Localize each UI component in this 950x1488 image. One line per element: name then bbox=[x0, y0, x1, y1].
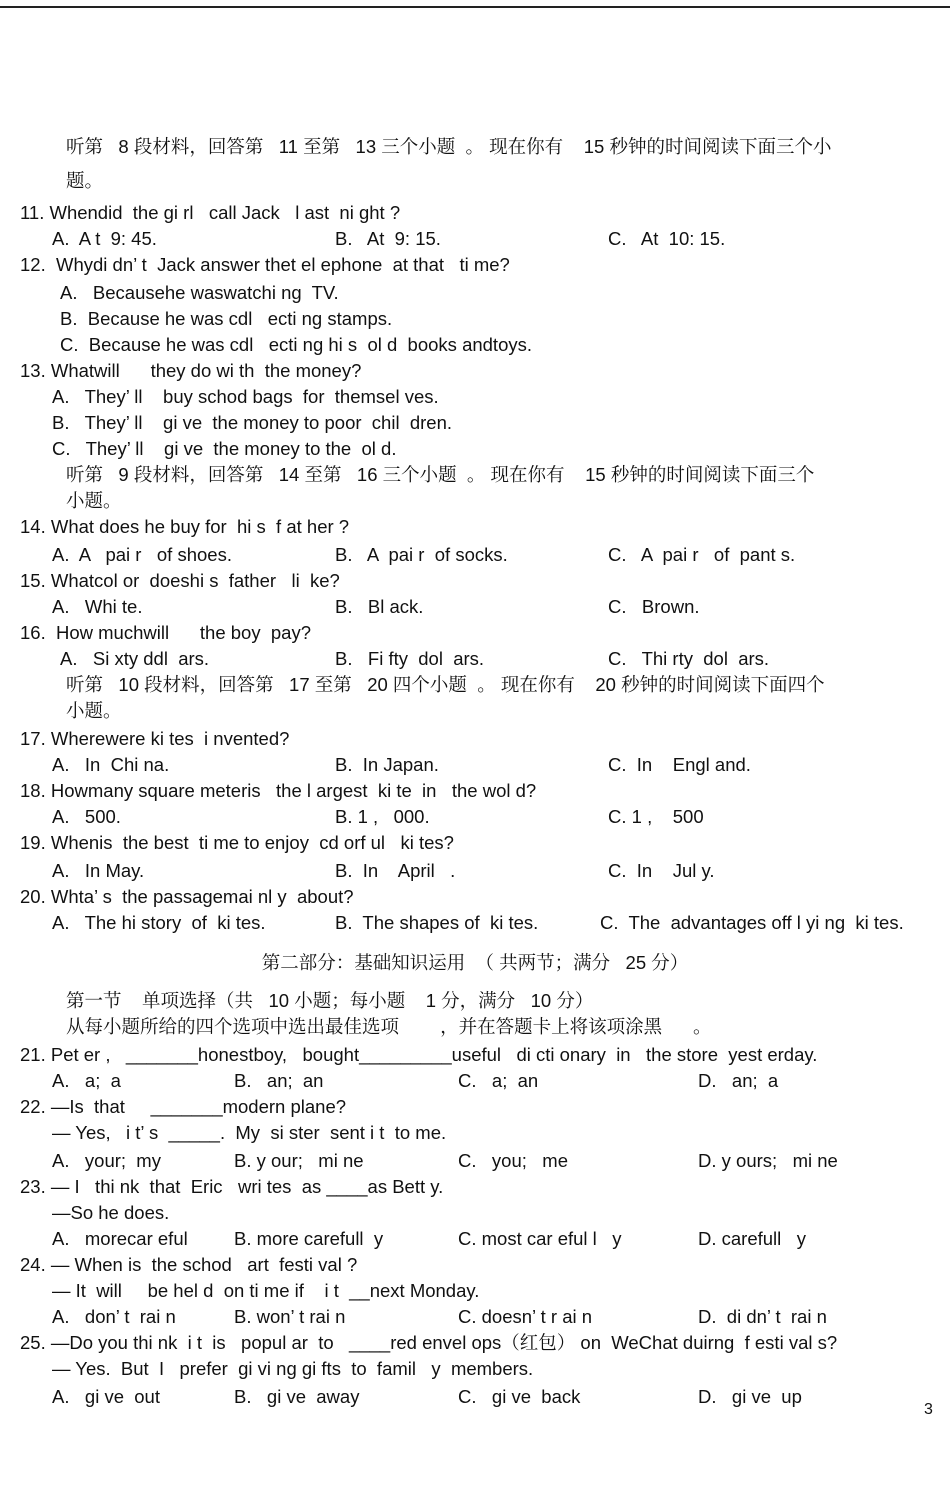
section-heading: 第一节 单项选择（共 10 小题；每小题 1 分，满分 10 分） bbox=[66, 990, 594, 1011]
option-b: B. In April . bbox=[335, 860, 456, 881]
option-a: A. morecar eful bbox=[52, 1228, 188, 1249]
dialogue-line: — It will be hel d on ti me if i t __next Monday. bbox=[52, 1280, 480, 1301]
question-stem: 25. —Do you thi nk i t is popul ar to ____red envel ops（红包） on WeChat duirng f esti val s? bbox=[20, 1332, 838, 1353]
option-a: A. don’ t rai n bbox=[52, 1306, 176, 1327]
question-stem: 13. Whatwill they do wi th the money? bbox=[20, 360, 362, 381]
section-intro-line: 听第 9 段材料，回答第 14 至第 16 三个小题 。 现在你有 15 秒钟的时间阅读下面三个 bbox=[66, 464, 815, 485]
option-b: B. 1 , 000. bbox=[335, 806, 430, 827]
dialogue-line: — Yes, i t’ s _____. My si ster sent i t to me. bbox=[52, 1122, 447, 1143]
option-c: C. A pai r of pant s. bbox=[608, 544, 796, 565]
question-stem: 18. Howmany square meteris the l argest ki te in the wol d? bbox=[20, 780, 537, 801]
option-b: B. At 9: 15. bbox=[335, 228, 441, 249]
option-c: C. you; me bbox=[458, 1150, 569, 1171]
option-a: A. your; my bbox=[52, 1150, 161, 1171]
option-a: A. Whi te. bbox=[52, 596, 143, 617]
option-b: B. Because he was cdl ecti ng stamps. bbox=[60, 308, 393, 329]
option-a: A. The hi story of ki tes. bbox=[52, 912, 266, 933]
option-b: B. y our; mi ne bbox=[234, 1150, 364, 1171]
option-c: C. They’ ll gi ve the money to the ol d. bbox=[52, 438, 397, 459]
option-c: C. The advantages off l yi ng ki tes. bbox=[600, 912, 904, 933]
option-c: C. In Engl and. bbox=[608, 754, 751, 775]
option-c: C. At 10: 15. bbox=[608, 228, 726, 249]
dialogue-line: —So he does. bbox=[52, 1202, 170, 1223]
option-d: D. y ours; mi ne bbox=[698, 1150, 838, 1171]
option-a: A. Si xty ddl ars. bbox=[60, 648, 210, 669]
option-a: A. They’ ll buy schod bags for themsel ves. bbox=[52, 386, 439, 407]
option-c: C. most car eful l y bbox=[458, 1228, 622, 1249]
question-stem: 15. Whatcol or doeshi s father li ke? bbox=[20, 570, 340, 591]
question-stem: 14. What does he buy for hi s f at her ? bbox=[20, 516, 350, 537]
option-b: B. more carefull y bbox=[234, 1228, 384, 1249]
question-stem: 17. Wherewere ki tes i nvented? bbox=[20, 728, 290, 749]
option-c: C. Because he was cdl ecti ng hi s ol d books andtoys. bbox=[60, 334, 533, 355]
option-c: C. Thi rty dol ars. bbox=[608, 648, 770, 669]
question-stem: 20. Whta’ s the passagemai nl y about? bbox=[20, 886, 354, 907]
section-instruction: 从每小题所给的四个选项中选出最佳选项 ，并在答题卡上将该项涂黑 。 bbox=[66, 1016, 712, 1037]
question-stem: 16. How muchwill the boy pay? bbox=[20, 622, 311, 643]
option-a: A. In Chi na. bbox=[52, 754, 170, 775]
option-d: D. carefull y bbox=[698, 1228, 806, 1249]
option-c: C. 1 , 500 bbox=[608, 806, 704, 827]
top-rule bbox=[0, 6, 950, 8]
option-b: B. The shapes of ki tes. bbox=[335, 912, 539, 933]
option-a: A. 500. bbox=[52, 806, 121, 827]
option-a: A. In May. bbox=[52, 860, 145, 881]
option-c: C. gi ve back bbox=[458, 1386, 581, 1407]
option-c: C. Brown. bbox=[608, 596, 700, 617]
option-c: C. doesn’ t r ai n bbox=[458, 1306, 593, 1327]
option-b: B. A pai r of socks. bbox=[335, 544, 508, 565]
option-a: A. a; a bbox=[52, 1070, 121, 1091]
question-stem: 12. Whydi dn’ t Jack answer thet el ephone at that ti me? bbox=[20, 254, 510, 275]
question-stem: 24. — When is the schod art festi val ? bbox=[20, 1254, 358, 1275]
option-b: B. Fi fty dol ars. bbox=[335, 648, 485, 669]
option-b: B. Bl ack. bbox=[335, 596, 424, 617]
option-a: A. gi ve out bbox=[52, 1386, 160, 1407]
option-d: D. di dn’ t rai n bbox=[698, 1306, 827, 1327]
dialogue-line: — Yes. But I prefer gi vi ng gi fts to famil y members. bbox=[52, 1358, 534, 1379]
section-intro-line: 听第 8 段材料，回答第 11 至第 13 三个小题 。 现在你有 15 秒钟的时间阅读下面三个小 bbox=[66, 136, 832, 157]
question-stem: 22. —Is that _______modern plane? bbox=[20, 1096, 347, 1117]
option-b: B. In Japan. bbox=[335, 754, 439, 775]
option-d: D. an; a bbox=[698, 1070, 779, 1091]
question-stem: 23. — I thi nk that Eric wri tes as ____as Bett y. bbox=[20, 1176, 444, 1197]
part-title: 第二部分：基础知识运用 （ 共两节；满分 25 分） bbox=[261, 952, 689, 973]
option-c: C. a; an bbox=[458, 1070, 539, 1091]
section-intro-line: 听第 10 段材料，回答第 17 至第 20 四个小题 。 现在你有 20 秒钟的时间阅读下面四个 bbox=[66, 674, 825, 695]
option-a: A. A pai r of shoes. bbox=[52, 544, 232, 565]
option-b: B. gi ve away bbox=[234, 1386, 360, 1407]
question-stem: 11. Whendid the gi rl call Jack l ast ni ght ? bbox=[20, 202, 401, 223]
option-d: D. gi ve up bbox=[698, 1386, 802, 1407]
option-b: B. won’ t rai n bbox=[234, 1306, 346, 1327]
section-intro-line: 题。 bbox=[66, 170, 104, 191]
option-a: A. Becausehe waswatchi ng TV. bbox=[60, 282, 339, 303]
option-b: B. an; an bbox=[234, 1070, 324, 1091]
page-number: 3 bbox=[924, 1401, 933, 1418]
option-a: A. A t 9: 45. bbox=[52, 228, 157, 249]
question-stem: 21. Pet er , _______honestboy, bought_________useful di cti onary in the store yest erday. bbox=[20, 1044, 818, 1065]
option-b: B. They’ ll gi ve the money to poor chil dren. bbox=[52, 412, 452, 433]
section-intro-line: 小题。 bbox=[66, 700, 122, 721]
option-c: C. In Jul y. bbox=[608, 860, 715, 881]
section-intro-line: 小题。 bbox=[66, 490, 122, 511]
question-stem: 19. Whenis the best ti me to enjoy cd orf ul ki tes? bbox=[20, 832, 454, 853]
